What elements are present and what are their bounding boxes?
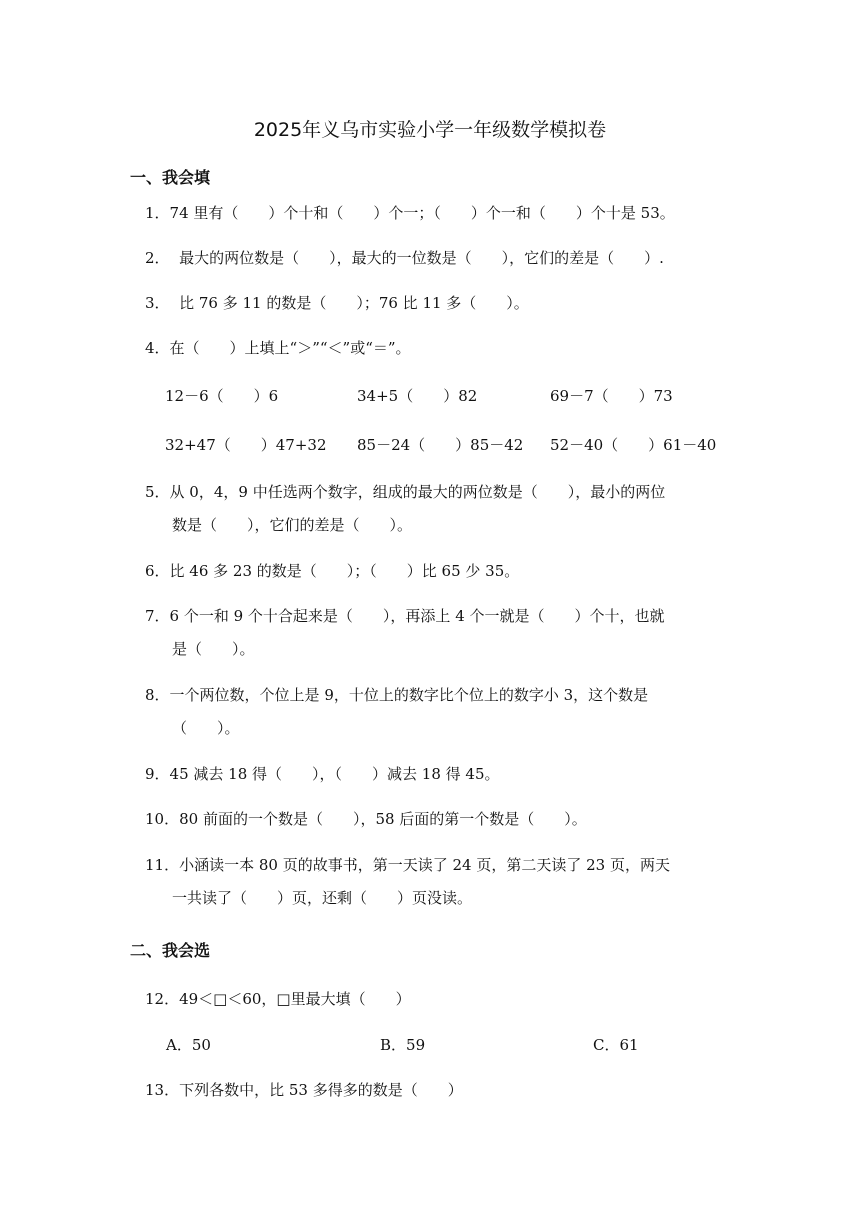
question-8-continued: （ ）。 (172, 719, 240, 737)
question-5: 5．从 0，4，9 中任选两个数字，组成的最大的两位数是（ ），最小的两位 (145, 483, 666, 501)
question-2: 2． 最大的两位数是（ ），最大的一位数是（ ），它们的差是（ ）. (145, 249, 664, 267)
question-3: 3． 比 76 多 11 的数是（ ）；76 比 11 多（ ）。 (145, 294, 529, 312)
question-11-continued: 一共读了（ ）页，还剩（ ）页没读。 (172, 889, 473, 907)
compare-expression: 32+47（ ）47+32 (165, 436, 327, 454)
question-10: 10．80 前面的一个数是（ ），58 后面的第一个数是（ ）。 (145, 810, 587, 828)
question-11: 11．小涵读一本 80 页的故事书，第一天读了 24 页，第二天读了 23 页，两天 (145, 856, 670, 874)
section-heading-fill: 一、我会填 (130, 168, 211, 187)
compare-expression: 52－40（ ）61－40 (550, 436, 717, 454)
page-title: 2025年义乌市实验小学一年级数学模拟卷 (253, 119, 607, 141)
compare-expression: 12－6（ ）6 (165, 387, 279, 405)
compare-expression: 85－24（ ）85－42 (357, 436, 524, 454)
question-8: 8．一个两位数，个位上是 9，十位上的数字比个位上的数字小 3，这个数是 (145, 686, 649, 704)
question-7-continued: 是（ ）。 (172, 640, 255, 658)
question-1: 1．74 里有（ ）个十和（ ）个一；（ ）个一和（ ）个十是 53。 (145, 204, 675, 222)
question-9: 9．45 减去 18 得（ ），（ ）减去 18 得 45。 (145, 765, 500, 783)
compare-expression: 69－7（ ）73 (550, 387, 673, 405)
question-4: 4．在（ ）上填上“＞”“＜”或“＝”。 (145, 339, 411, 357)
question-12: 12．49＜□＜60，□里最大填（ ） (145, 990, 411, 1008)
question-7: 7．6 个一和 9 个十合起来是（ ），再添上 4 个一就是（ ）个十，也就 (145, 607, 665, 625)
question-13: 13．下列各数中，比 53 多得多的数是（ ） (145, 1081, 463, 1099)
option-c: C．61 (593, 1036, 639, 1054)
option-a: A．50 (166, 1036, 211, 1054)
option-b: B．59 (380, 1036, 426, 1054)
question-5-continued: 数是（ ），它们的差是（ ）。 (172, 516, 413, 534)
section-heading-choose: 二、我会选 (130, 941, 211, 960)
compare-expression: 34+5（ ）82 (357, 387, 478, 405)
question-6: 6．比 46 多 23 的数是（ ）；（ ）比 65 少 35。 (145, 562, 520, 580)
